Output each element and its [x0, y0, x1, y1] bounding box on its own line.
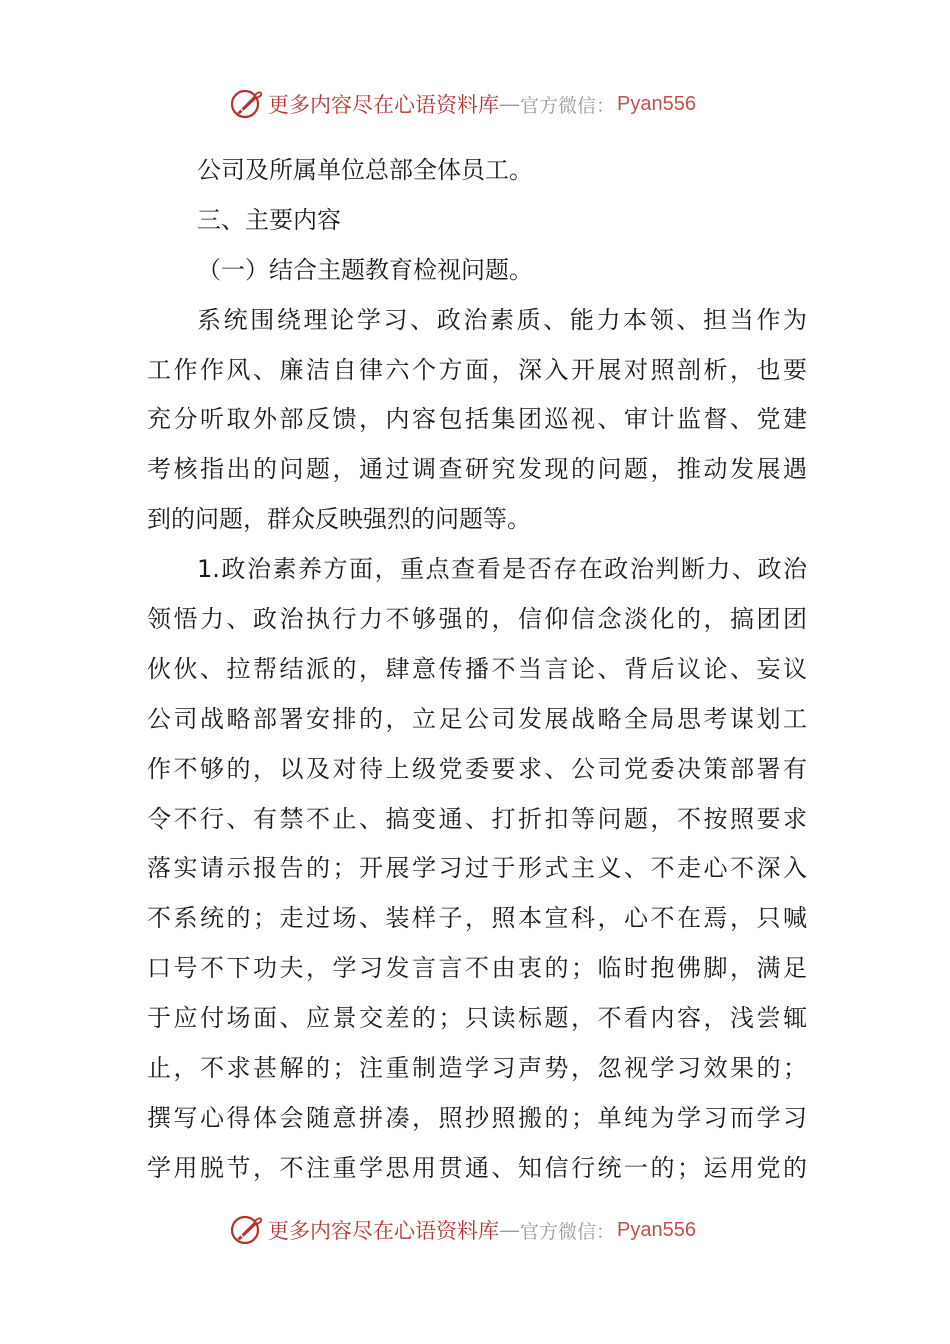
watermark-footer	[228, 1210, 728, 1250]
paragraph-line: 考核指出的问题，通过调查研究发现的问题，推动发展遇	[147, 455, 807, 484]
paragraph-line: 作不够的，以及对待上级党委要求、公司党委决策部署有	[147, 754, 807, 783]
paragraph-line: 学用脱节，不注重学思用贯通、知信行统一的；运用党的	[147, 1153, 807, 1182]
paragraph-line: 止，不求甚解的；注重制造学习声势，忽视学习效果的；	[147, 1054, 807, 1083]
paragraph-line: 1.政治素养方面，重点查看是否存在政治判断力、政治	[197, 555, 807, 584]
quill-pen-icon	[228, 86, 264, 122]
document-body	[147, 146, 807, 1194]
watermark-text: 更多内容尽在心语资料库	[268, 93, 499, 117]
paragraph-line: 撰写心得体会随意拼凑，照抄照搬的；单纯为学习而学习	[147, 1103, 807, 1132]
paragraph-line: 工作作风、廉洁自律六个方面，深入开展对照剖析，也要	[147, 355, 807, 384]
watermark-dash: —	[499, 1218, 520, 1242]
paragraph-line: 不系统的；走过场、装样子，照本宣科，心不在焉，只喊	[147, 904, 807, 933]
paragraph-line: 到的问题，群众反映强烈的问题等。	[147, 505, 531, 534]
subsection-heading: （一）结合主题教育检视问题。	[197, 255, 533, 284]
paragraph-line: 口号不下功夫，学习发言言不由衷的；临时抱佛脚，满足	[147, 954, 807, 983]
paragraph-line: 公司及所属单位总部全体员工。	[197, 156, 533, 184]
paragraph-line: 领悟力、政治执行力不够强的，信仰信念淡化的，搞团团	[147, 605, 807, 634]
section-heading: 三、主要内容	[197, 205, 341, 234]
paragraph-line: 令不行、有禁不止、搞变通、打折扣等问题，不按照要求	[147, 804, 807, 833]
quill-pen-icon	[228, 1212, 264, 1248]
watermark-wechat-label: 官方微信：	[520, 94, 616, 117]
watermark-dash: —	[499, 92, 520, 116]
paragraph-line: 于应付场面、应景交差的；只读标题，不看内容，浅尝辄	[147, 1004, 807, 1033]
watermark-wechat-id: Pyan556	[617, 1218, 696, 1241]
watermark-header	[228, 84, 728, 124]
paragraph-line: 公司战略部署安排的，立足公司发展战略全局思考谋划工	[147, 704, 807, 733]
paragraph-line: 系统围绕理论学习、政治素质、能力本领、担当作为	[197, 305, 807, 334]
watermark-text: 更多内容尽在心语资料库	[268, 1219, 499, 1243]
watermark-wechat-id: Pyan556	[617, 92, 696, 115]
watermark-wechat-label: 官方微信：	[520, 1220, 616, 1243]
paragraph-line: 伙伙、拉帮结派的，肆意传播不当言论、背后议论、妄议	[147, 654, 807, 683]
paragraph-line: 充分听取外部反馈，内容包括集团巡视、审计监督、党建	[147, 405, 807, 434]
paragraph-line: 落实请示报告的；开展学习过于形式主义、不走心不深入	[147, 854, 807, 883]
